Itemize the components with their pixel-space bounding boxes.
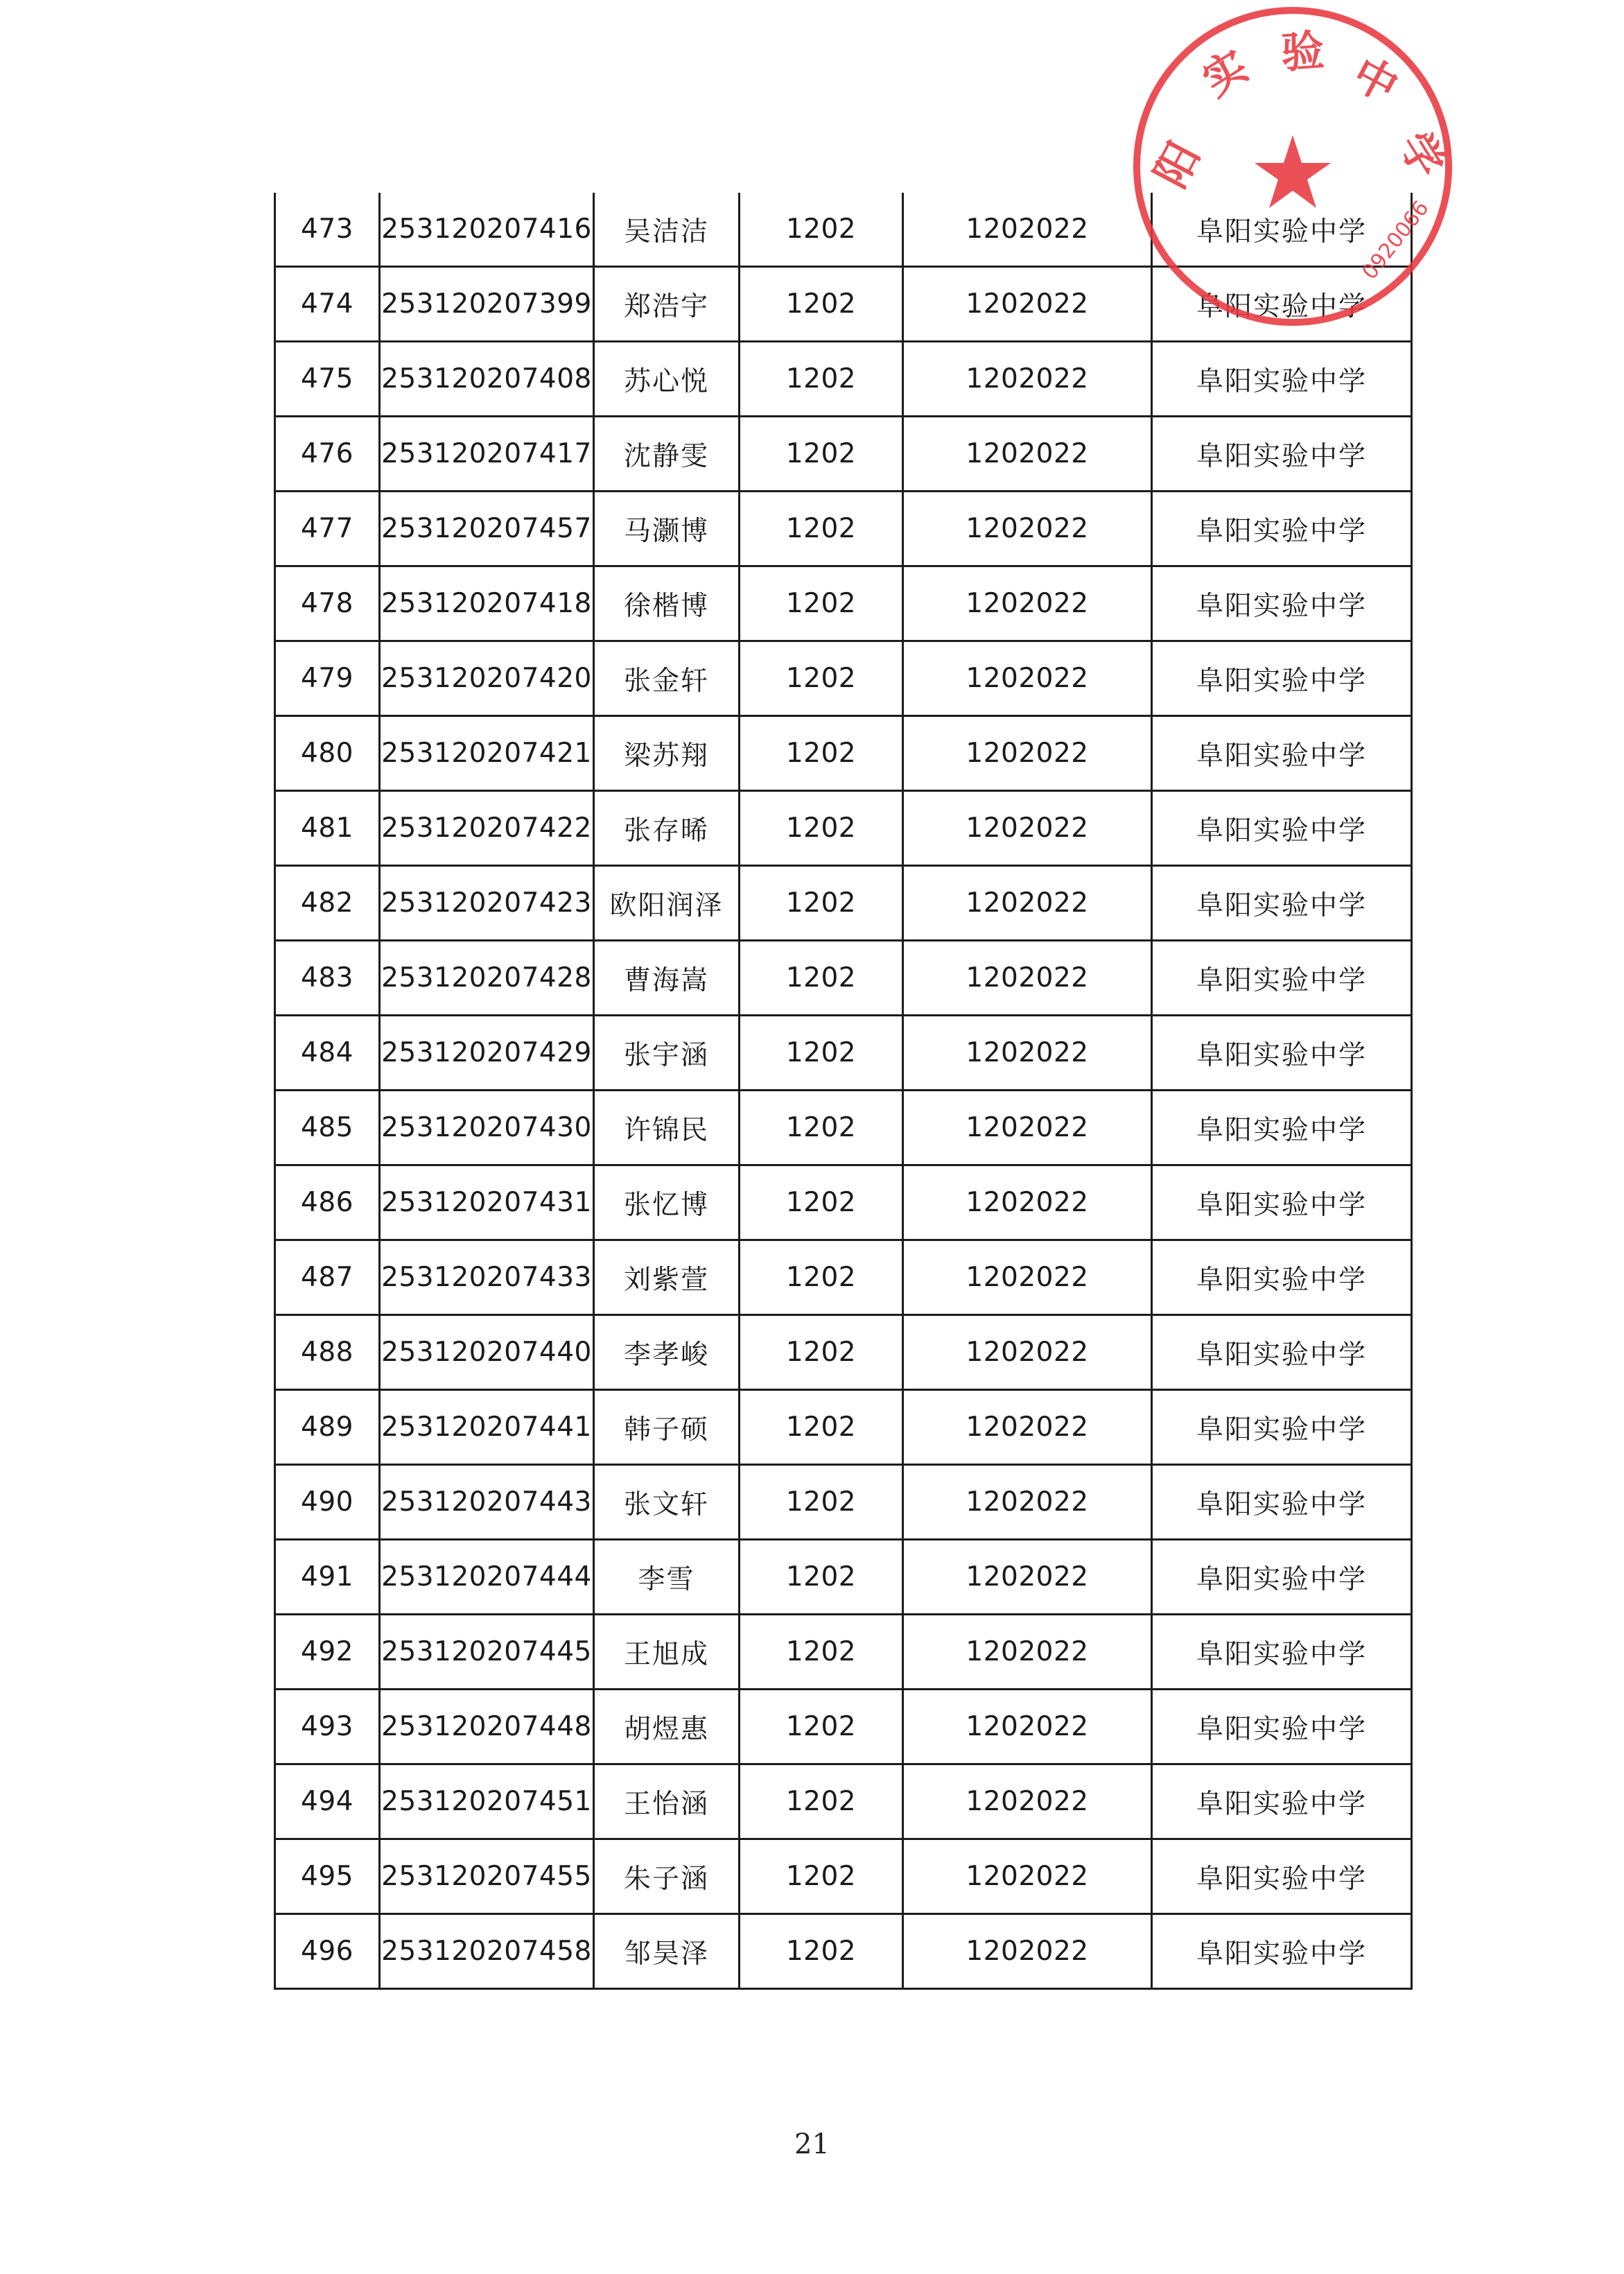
exam-id-cell: 253120207428 (380, 941, 594, 1016)
seal-char-2: 实 (1194, 40, 1257, 106)
school-cell: 阜阳实验中学 (1152, 566, 1412, 641)
category-code-cell: 1202 (740, 342, 903, 417)
table-row (275, 1016, 1412, 1091)
row-number-cell: 475 (275, 342, 380, 417)
row-number-cell: 492 (275, 1615, 380, 1690)
row-number-cell: 479 (275, 641, 380, 716)
table-row (275, 267, 1412, 342)
student-name-cell: 韩子硕 (594, 1390, 740, 1465)
exam-id-cell: 253120207440 (380, 1315, 594, 1390)
row-number-cell: 478 (275, 566, 380, 641)
student-name-cell: 李孝峻 (594, 1315, 740, 1390)
school-cell: 阜阳实验中学 (1152, 791, 1412, 866)
class-code-cell: 1202022 (903, 1091, 1152, 1165)
category-code-cell: 1202 (740, 1165, 903, 1240)
exam-id-cell: 253120207451 (380, 1764, 594, 1839)
school-cell: 阜阳实验中学 (1152, 193, 1412, 267)
category-code-cell: 1202 (740, 193, 903, 267)
school-cell: 阜阳实验中学 (1152, 492, 1412, 566)
class-code-cell: 1202022 (903, 417, 1152, 492)
student-name-cell: 苏心悦 (594, 342, 740, 417)
category-code-cell: 1202 (740, 641, 903, 716)
exam-id-cell: 253120207421 (380, 716, 594, 791)
exam-id-cell: 253120207444 (380, 1540, 594, 1615)
row-number-cell: 476 (275, 417, 380, 492)
category-code-cell: 1202 (740, 791, 903, 866)
exam-id-cell: 253120207430 (380, 1091, 594, 1165)
category-code-cell: 1202 (740, 267, 903, 342)
school-cell: 阜阳实验中学 (1152, 1914, 1412, 1989)
class-code-cell: 1202022 (903, 1016, 1152, 1091)
school-cell: 阜阳实验中学 (1152, 866, 1412, 941)
student-name-cell: 徐楷博 (594, 566, 740, 641)
row-number-cell: 488 (275, 1315, 380, 1390)
school-cell: 阜阳实验中学 (1152, 716, 1412, 791)
category-code-cell: 1202 (740, 1540, 903, 1615)
table-row (275, 716, 1412, 791)
class-code-cell: 1202022 (903, 641, 1152, 716)
student-name-cell: 李雪 (594, 1540, 740, 1615)
row-number-cell: 494 (275, 1764, 380, 1839)
school-cell: 阜阳实验中学 (1152, 417, 1412, 492)
exam-id-cell: 253120207441 (380, 1390, 594, 1465)
table-row (275, 641, 1412, 716)
student-name-cell: 王怡涵 (594, 1764, 740, 1839)
class-code-cell: 1202022 (903, 1315, 1152, 1390)
school-cell: 阜阳实验中学 (1152, 1016, 1412, 1091)
table-row (275, 417, 1412, 492)
roster-table (274, 193, 1413, 1990)
table-row (275, 1690, 1412, 1764)
class-code-cell: 1202022 (903, 492, 1152, 566)
school-cell: 阜阳实验中学 (1152, 342, 1412, 417)
category-code-cell: 1202 (740, 566, 903, 641)
student-name-cell: 张文轩 (594, 1465, 740, 1540)
exam-id-cell: 253120207431 (380, 1165, 594, 1240)
table-row (275, 1540, 1412, 1615)
category-code-cell: 1202 (740, 1690, 903, 1764)
category-code-cell: 1202 (740, 1240, 903, 1315)
seal-char-3: 验 (1279, 24, 1326, 78)
student-name-cell: 张宇涵 (594, 1016, 740, 1091)
student-name-cell: 曹海嵩 (594, 941, 740, 1016)
school-cell: 阜阳实验中学 (1152, 267, 1412, 342)
school-cell: 阜阳实验中学 (1152, 1615, 1412, 1690)
school-cell: 阜阳实验中学 (1152, 1839, 1412, 1914)
exam-id-cell: 253120207458 (380, 1914, 594, 1989)
student-name-cell: 张存晞 (594, 791, 740, 866)
table-row (275, 941, 1412, 1016)
class-code-cell: 1202022 (903, 1690, 1152, 1764)
table-row (275, 566, 1412, 641)
row-number-cell: 483 (275, 941, 380, 1016)
category-code-cell: 1202 (740, 716, 903, 791)
student-name-cell: 马灏博 (594, 492, 740, 566)
school-cell: 阜阳实验中学 (1152, 1465, 1412, 1540)
row-number-cell: 482 (275, 866, 380, 941)
table-row (275, 1839, 1412, 1914)
category-code-cell: 1202 (740, 1839, 903, 1914)
student-name-cell: 吴洁洁 (594, 193, 740, 267)
class-code-cell: 1202022 (903, 1764, 1152, 1839)
row-number-cell: 495 (275, 1839, 380, 1914)
class-code-cell: 1202022 (903, 716, 1152, 791)
class-code-cell: 1202022 (903, 791, 1152, 866)
row-number-cell: 481 (275, 791, 380, 866)
table-row (275, 1240, 1412, 1315)
student-name-cell: 梁苏翔 (594, 716, 740, 791)
table-row (275, 1315, 1412, 1390)
row-number-cell: 480 (275, 716, 380, 791)
school-cell: 阜阳实验中学 (1152, 1091, 1412, 1165)
exam-id-cell: 253120207422 (380, 791, 594, 866)
table-row (275, 1914, 1412, 1989)
school-cell: 阜阳实验中学 (1152, 1390, 1412, 1465)
category-code-cell: 1202 (740, 1315, 903, 1390)
row-number-cell: 487 (275, 1240, 380, 1315)
school-cell: 阜阳实验中学 (1152, 1764, 1412, 1839)
category-code-cell: 1202 (740, 417, 903, 492)
table-row (275, 193, 1412, 267)
class-code-cell: 1202022 (903, 342, 1152, 417)
exam-id-cell: 253120207443 (380, 1465, 594, 1540)
table-row (275, 1390, 1412, 1465)
category-code-cell: 1202 (740, 492, 903, 566)
student-name-cell: 刘紫萱 (594, 1240, 740, 1315)
exam-id-cell: 253120207433 (380, 1240, 594, 1315)
row-number-cell: 490 (275, 1465, 380, 1540)
class-code-cell: 1202022 (903, 1839, 1152, 1914)
row-number-cell: 496 (275, 1914, 380, 1989)
class-code-cell: 1202022 (903, 267, 1152, 342)
row-number-cell: 485 (275, 1091, 380, 1165)
exam-id-cell: 253120207416 (380, 193, 594, 267)
student-name-cell: 欧阳润泽 (594, 866, 740, 941)
table-row (275, 492, 1412, 566)
category-code-cell: 1202 (740, 1615, 903, 1690)
class-code-cell: 1202022 (903, 1165, 1152, 1240)
school-cell: 阜阳实验中学 (1152, 1540, 1412, 1615)
class-code-cell: 1202022 (903, 1540, 1152, 1615)
class-code-cell: 1202022 (903, 1914, 1152, 1989)
seal-serial: 0920066 (1357, 196, 1434, 284)
table-row (275, 1764, 1412, 1839)
class-code-cell: 1202022 (903, 866, 1152, 941)
table-row (275, 866, 1412, 941)
exam-id-cell: 253120207455 (380, 1839, 594, 1914)
student-name-cell: 王旭成 (594, 1615, 740, 1690)
student-name-cell: 邹昊泽 (594, 1914, 740, 1989)
row-number-cell: 473 (275, 193, 380, 267)
row-number-cell: 484 (275, 1016, 380, 1091)
class-code-cell: 1202022 (903, 1615, 1152, 1690)
category-code-cell: 1202 (740, 1914, 903, 1989)
table-row (275, 1091, 1412, 1165)
school-cell: 阜阳实验中学 (1152, 641, 1412, 716)
row-number-cell: 493 (275, 1690, 380, 1764)
school-cell: 阜阳实验中学 (1152, 941, 1412, 1016)
exam-id-cell: 253120207429 (380, 1016, 594, 1091)
category-code-cell: 1202 (740, 866, 903, 941)
student-name-cell: 朱子涵 (594, 1839, 740, 1914)
student-name-cell: 张金轩 (594, 641, 740, 716)
exam-id-cell: 253120207399 (380, 267, 594, 342)
class-code-cell: 1202022 (903, 941, 1152, 1016)
class-code-cell: 1202022 (903, 193, 1152, 267)
class-code-cell: 1202022 (903, 1465, 1152, 1540)
exam-id-cell: 253120207457 (380, 492, 594, 566)
student-name-cell: 胡煜惠 (594, 1690, 740, 1764)
category-code-cell: 1202 (740, 1016, 903, 1091)
student-name-cell: 许锦民 (594, 1091, 740, 1165)
school-cell: 阜阳实验中学 (1152, 1240, 1412, 1315)
seal-char-4: 中 (1344, 47, 1406, 113)
table-row (275, 342, 1412, 417)
category-code-cell: 1202 (740, 1465, 903, 1540)
table-row (275, 1615, 1412, 1690)
exam-id-cell: 253120207417 (380, 417, 594, 492)
row-number-cell: 474 (275, 267, 380, 342)
table-row (275, 791, 1412, 866)
exam-id-cell: 253120207418 (380, 566, 594, 641)
table-row (275, 1465, 1412, 1540)
exam-id-cell: 253120207408 (380, 342, 594, 417)
row-number-cell: 491 (275, 1540, 380, 1615)
page-number: 21 (794, 2128, 830, 2160)
exam-id-cell: 253120207423 (380, 866, 594, 941)
exam-id-cell: 253120207448 (380, 1690, 594, 1764)
category-code-cell: 1202 (740, 1091, 903, 1165)
row-number-cell: 489 (275, 1390, 380, 1465)
category-code-cell: 1202 (740, 941, 903, 1016)
row-number-cell: 486 (275, 1165, 380, 1240)
table-row (275, 1165, 1412, 1240)
class-code-cell: 1202022 (903, 1240, 1152, 1315)
seal-char-1: 阳 (1144, 134, 1210, 196)
roster-body (275, 193, 1412, 1989)
row-number-cell: 477 (275, 492, 380, 566)
student-name-cell: 郑浩宇 (594, 267, 740, 342)
school-cell: 阜阳实验中学 (1152, 1690, 1412, 1764)
school-cell: 阜阳实验中学 (1152, 1165, 1412, 1240)
category-code-cell: 1202 (740, 1390, 903, 1465)
student-name-cell: 沈静雯 (594, 417, 740, 492)
category-code-cell: 1202 (740, 1764, 903, 1839)
class-code-cell: 1202022 (903, 566, 1152, 641)
exam-id-cell: 253120207420 (380, 641, 594, 716)
student-name-cell: 张忆博 (594, 1165, 740, 1240)
class-code-cell: 1202022 (903, 1390, 1152, 1465)
exam-id-cell: 253120207445 (380, 1615, 594, 1690)
school-cell: 阜阳实验中学 (1152, 1315, 1412, 1390)
seal-char-5: 学 (1389, 123, 1456, 186)
